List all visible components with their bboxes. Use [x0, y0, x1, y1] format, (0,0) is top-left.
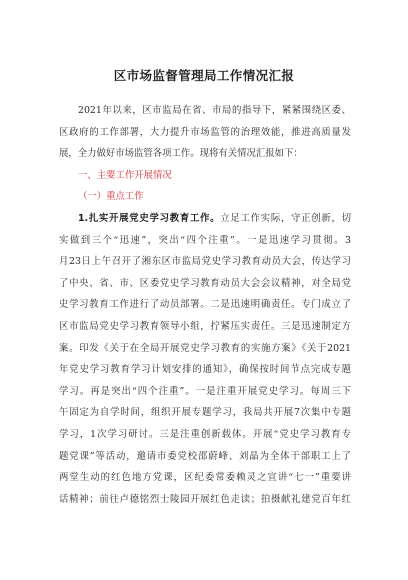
item1-line: 午固定为自学时间，组织开展专题学习，我局共开展7次集中专题: [59, 407, 351, 419]
intro-line: 区政府的工作部署，大力提升市场监管的治理效能，推进高质量发: [59, 126, 351, 138]
document-body: [59, 100, 351, 510]
item1-line: 年党史学习教育学习计划安排的通知》，确保按时间节点完成专题: [59, 364, 351, 376]
item1-line: 学习。再是突出“四个注重”。一是注重开展党史学习。每周三下: [59, 385, 351, 397]
item1-first-line: [59, 208, 351, 230]
subsection-heading: （一）重点工作: [78, 191, 144, 203]
item1-line: 史学习教育工作进行了动员部署。二是迅速明确责任。专门成立了: [59, 299, 351, 311]
item1-line: 两堂生动的红色地方党课，区纪委常委赖灵之宣讲“七一”重要讲: [59, 472, 351, 484]
item1-line: 了中央、省、市、区委党史学习教育动员大会会议精神，对全局党: [59, 277, 351, 289]
item1-line: 区市监局党史学习教育领导小组，拧紧压实责任。三是迅速制定方: [59, 320, 351, 332]
item1-line: 学习，1次学习研讨。三是注重创新载体。开展“党史学习教育专: [59, 428, 351, 440]
intro-line: 展，全力做好市场监管各项工作。现将有关情况汇报如下：: [59, 148, 303, 160]
item1-line: 题党课”等活动，邀请市委党校邵蔚峰、刘晶为全体干部职工上了: [59, 450, 351, 462]
item1-line: 实做到三个“迅速”，突出“四个注重”。一是迅速学习贯彻。3: [59, 234, 351, 246]
item1-line: 案。印发《关于在全局开展党史学习教育的实施方案》《关于2021: [59, 342, 351, 354]
item1-lead: 1.扎实开展党史学习教育工作。: [78, 212, 221, 224]
item1-line: 话精神；前往卢德铭烈士陵园开展红色走读；拍摄献礼建党百年红: [59, 493, 351, 505]
item1-line: 月23日上午召开了湘东区市监局党史学习教育动员大会，传达学习: [59, 256, 351, 268]
intro-line: 2021年以来，区市监局在省、市局的指导下，紧紧围绕区委、: [78, 105, 351, 116]
section-heading: 一、主要工作开展情况: [78, 169, 172, 181]
item1-first-rest: 立足工作实际，守正创新，切: [220, 212, 351, 224]
document-title: 区市场监督管理局工作情况汇报: [113, 68, 295, 83]
